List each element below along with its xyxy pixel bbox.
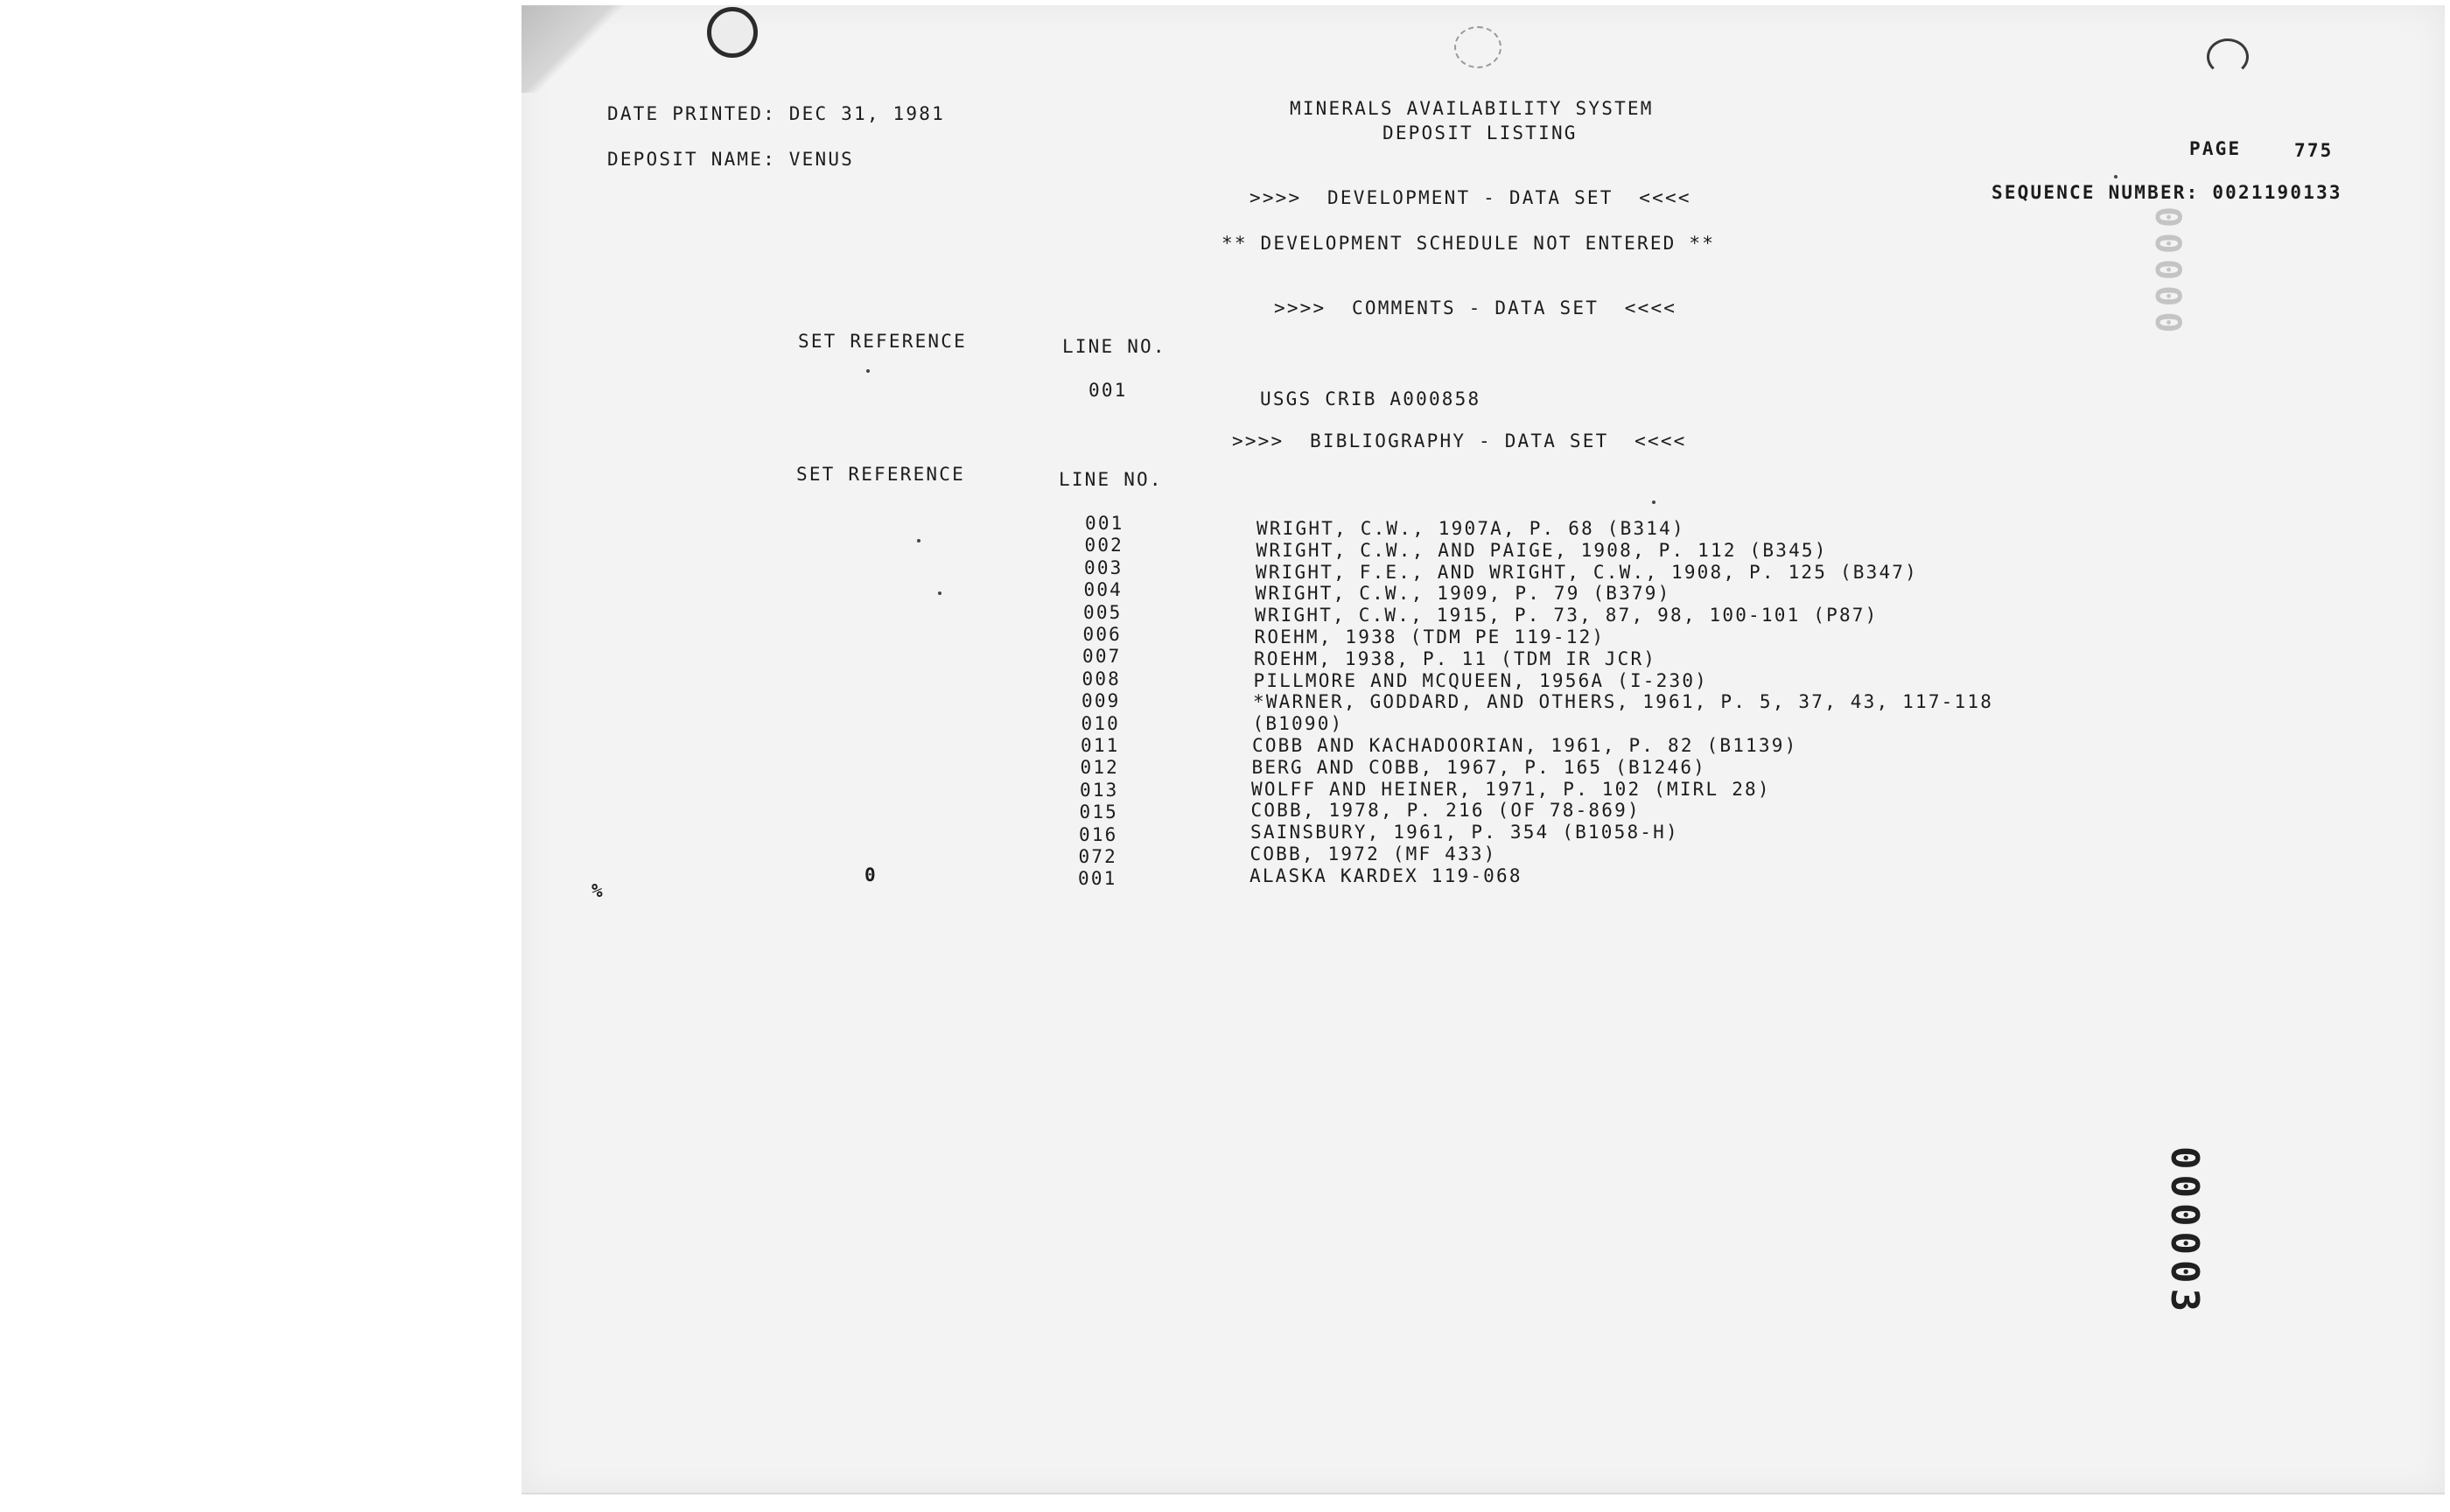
punch-hole-icon — [2207, 38, 2249, 75]
bibliography-line-no: 004 — [1083, 579, 1124, 601]
bibliography-line-no: 013 — [1080, 779, 1119, 801]
page-number: 775 — [2294, 140, 2334, 161]
folded-corner — [522, 5, 634, 93]
deposit-name: DEPOSIT NAME: VENUS — [607, 149, 855, 170]
bibliography-line-no: 015 — [1079, 802, 1119, 823]
comment-text: USGS CRIB A000858 — [1260, 388, 1481, 410]
system-title: MINERALS AVAILABILITY SYSTEM — [1290, 98, 1654, 119]
bibliography-entry: (B1090) — [1252, 713, 1344, 735]
listing-title: DEPOSIT LISTING — [1382, 122, 1578, 144]
bibliography-entry: COBB, 1972 (MF 433) — [1250, 844, 1497, 864]
bibliography-line-no: 009 — [1082, 690, 1121, 712]
bibliography-line-no: 003 — [1084, 556, 1124, 578]
bibliography-entry: WRIGHT, C.W., 1909, P. 79 (B379) — [1255, 583, 1671, 605]
page-label: PAGE — [2189, 138, 2242, 159]
bibliography-entry: ROEHM, 1938 (TDM PE 119-12) — [1254, 626, 1606, 648]
punch-hole-icon — [707, 7, 758, 58]
development-heading: >>>> DEVELOPMENT - DATA SET <<<< — [1250, 187, 1691, 208]
bibliography-entry: PILLMORE AND MCQUEEN, 1956A (I-230) — [1253, 669, 1709, 691]
comments-col-line-no: LINE NO. — [1062, 336, 1166, 357]
bibliography-entry: WRIGHT, F.E., AND WRIGHT, C.W., 1908, P. 125 (B347) — [1256, 561, 1918, 583]
development-note: ** DEVELOPMENT SCHEDULE NOT ENTERED ** — [1222, 233, 1716, 254]
bibliography-heading: >>>> BIBLIOGRAPHY - DATA SET <<<< — [1232, 430, 1687, 452]
bibliography-entry: WRIGHT, C.W., 1907A, P. 68 (B314) — [1256, 518, 1685, 539]
bibliography-entry: ROEHM, 1938, P. 11 (TDM IR JCR) — [1254, 648, 1657, 669]
comments-col-set-reference: SET REFERENCE — [798, 331, 967, 352]
bibliography-entry: WRIGHT, C.W., AND PAIGE, 1908, P. 112 (B345) — [1256, 539, 1828, 561]
margin-stamp-faint: 00000 — [2147, 206, 2188, 339]
comments-heading: >>>> COMMENTS - DATA SET <<<< — [1274, 298, 1677, 318]
scan-speck — [938, 592, 942, 595]
date-printed: DATE PRINTED: DEC 31, 1981 — [607, 103, 945, 124]
bibliography-entry: SAINSBURY, 1961, P. 354 (B1058-H) — [1250, 822, 1679, 844]
bibliography-entry: ALASKA KARDEX 119-068 — [1250, 864, 1522, 886]
bibliography-entry: *WARNER, GODDARD, AND OTHERS, 1961, P. 5, 37, 43, 117-118 — [1253, 691, 1994, 713]
bibliography-entry: WOLFF AND HEINER, 1971, P. 102 (MIRL 28) — [1251, 778, 1771, 800]
bibliography-entry: COBB, 1978, P. 216 (OF 78-869) — [1250, 800, 1641, 822]
sequence-number: SEQUENCE NUMBER: 0021190133 — [1992, 182, 2342, 203]
punch-hole-icon — [1454, 26, 1502, 68]
bibliography-line-no: 002 — [1084, 535, 1124, 556]
bibliography-line-no: 006 — [1082, 624, 1123, 645]
bibliography-line-no: 007 — [1082, 646, 1122, 668]
bibliography-line-no: 012 — [1080, 757, 1120, 779]
bibliography-line-no: 008 — [1082, 668, 1122, 690]
margin-stamp: 000003 — [2162, 1146, 2207, 1317]
bibliography-col-set-reference: SET REFERENCE — [796, 464, 965, 485]
row-marker: % — [592, 880, 605, 901]
bibliography-line-no: 001 — [1085, 513, 1124, 534]
row-set-reference: 0 — [864, 864, 878, 886]
bibliography-entry: BERG AND COBB, 1967, P. 165 (B1246) — [1251, 756, 1707, 778]
bibliography-entry: COBB AND KACHADOORIAN, 1961, P. 82 (B1139) — [1252, 735, 1798, 756]
scan-speck — [917, 539, 920, 542]
bibliography-col-line-no: LINE NO. — [1059, 469, 1163, 490]
scan-speck — [1652, 500, 1656, 504]
scan-speck — [2114, 175, 2118, 178]
bibliography-line-no: 072 — [1078, 846, 1118, 867]
scan-speck — [866, 369, 870, 373]
bibliography-entry: WRIGHT, C.W., 1915, P. 73, 87, 98, 100-101 (P87) — [1255, 605, 1879, 626]
bibliography-line-no: 010 — [1081, 712, 1121, 734]
bibliography-line-no: 016 — [1079, 823, 1118, 845]
bibliography-line-no: 005 — [1083, 601, 1123, 623]
bibliography-line-no: 001 — [1078, 868, 1117, 890]
bibliography-line-no: 011 — [1081, 735, 1120, 756]
comment-line-no: 001 — [1088, 380, 1128, 401]
